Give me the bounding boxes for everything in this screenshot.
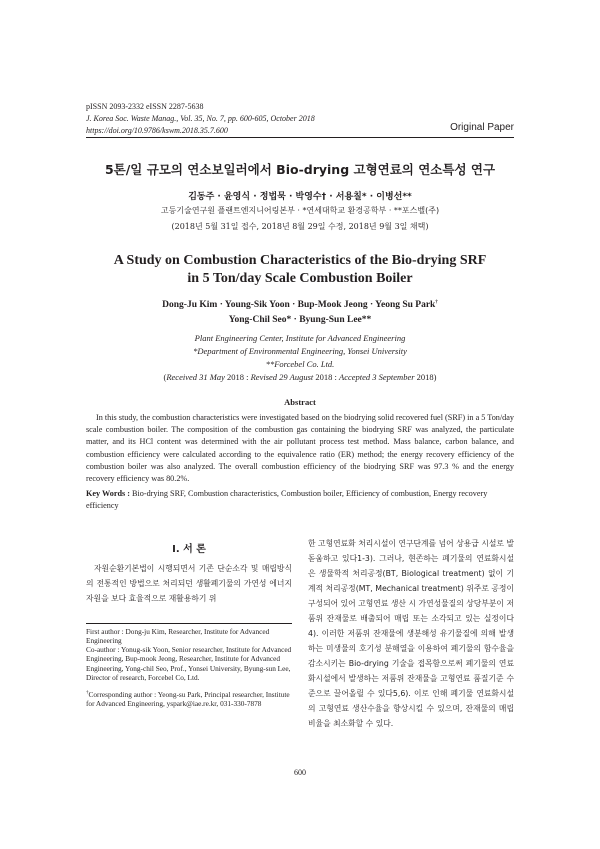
intro-paragraph-right: 한 고형연료화 처리시설이 연구단계를 넘어 상용급 시설로 발돋움하고 있다1-3). 그러나, 현존하는 폐기물의 연료화시설은 생물학적 처리공정(BT, Biological treatment) 없이 기계적 처리공정(MT, Mechanical treatment) 위주로 공정이 구성되어 있어 고형연료 생산 시 가연성물질의 상당부분이 저품위 잔재물로 배출되어 매립 또는 소각되고 있는 실정이다4). 이러한 저품위 잔재물에 생분해성 유기물질에 의해 발생하는 미생물의 호기성 분해열을 이용하여 폐기물의 함수율을 감소시키는 Bio-drying 기술을 접목함으로써 폐기물의 연료화시설에서 발생하는 저품위 잔재물을 고형연료 품질기준 수준으로 끌어올릴 수 있다5,6). 이로 인해 폐기물 연료화시설의 고형연료 생산수율을 향상시킬 수 있으며, 잔재물의 매립 비율을 최소화할 수 있다. bbox=[308, 539, 514, 728]
english-aff-3: **Forcebel Co. Ltd. bbox=[265, 359, 335, 369]
journal-citation: J. Korea Soc. Waste Manag., Vol. 35, No. 7, pp. 600-605, October 2018 bbox=[86, 114, 315, 123]
english-title bbox=[70, 252, 530, 288]
keywords-list: Bio-drying SRF, Combustion characteristics, Combustion boiler, Efficiency of combustion, Energy recovery efficiency bbox=[86, 489, 488, 511]
english-title-line1: A Study on Combustion Characteristics of the Bio-drying SRF bbox=[113, 253, 487, 268]
english-authors-line2: Yong-Chil Seo* · Byung-Sun Lee** bbox=[228, 315, 372, 325]
revised-date: Revised 29 August bbox=[250, 372, 314, 382]
footnote-rule bbox=[86, 623, 292, 624]
abstract-heading: Abstract bbox=[284, 397, 316, 407]
doi-link[interactable]: https://doi.org/10.9786/kswm.2018.35.7.600 bbox=[86, 126, 228, 135]
english-authors-line1: Dong-Ju Kim · Young-Sik Yoon · Bup-Mook Jeong · Yeong Su Park bbox=[162, 300, 436, 310]
corresponding-mark: † bbox=[435, 299, 438, 305]
accepted-date: Accepted 3 September bbox=[339, 372, 415, 382]
keywords bbox=[86, 488, 514, 512]
header-rule bbox=[86, 137, 514, 138]
issn-line: pISSN 2093-2332 eISSN 2287-5638 bbox=[86, 102, 204, 111]
journal-header bbox=[86, 101, 315, 137]
korean-affiliation: 고등기술연구원 플랜트엔지니어링본부 · *연세대학교 환경공학부 · **포스벨(주) bbox=[160, 206, 440, 215]
article-type-badge: Original Paper bbox=[450, 122, 514, 133]
english-affiliations bbox=[70, 332, 530, 371]
korean-authors: 김동주 · 윤영식 · 정법묵 · 박영수† · 서용칠* · 이병선** bbox=[188, 192, 412, 202]
keywords-label: Key Words : bbox=[86, 489, 133, 498]
abstract-text: In this study, the combustion characteristics were investigated based on the biodrying solid recovered fuel (SRF) in a 5 Ton/day scale combustion boiler. The composition of the combustion gas containing the biodrying SRF was analyzed, the particulate matter, and its HCl content was determined with the air pollutant process test method. Mass balance, carbon balance, and combustion efficiency were calculated according to the equivalence ratio (ER) method; the energy recovery efficiency of the combustion boiler was also analyzed. The overall combustion efficiency of the biodrying SRF was 97.3 % and the energy recovery efficiency was 80.2%. bbox=[86, 413, 514, 484]
received-date: Received 31 May bbox=[166, 372, 225, 382]
english-dates: (Received 31 May 2018 : Revised 29 August 2018 : Accepted 3 September 2018) bbox=[163, 372, 437, 382]
page-number: 600 bbox=[294, 768, 306, 777]
english-aff-1: Plant Engineering Center, Institute for Advanced Engineering bbox=[194, 333, 406, 343]
english-aff-2: *Department of Environmental Engineering, Yonsei University bbox=[193, 346, 407, 356]
footnote-co-author: Co-author : Yonug-sik Yoon, Senior researcher, Institute for Advanced Engineering, Bup-mook Jeong, Researcher, Institute for Advanced Engineering, Yong-chil Seo, Prof., Yonsei University, Byung-sun Lee, Director of research, Forcebel Co, Ltd. bbox=[86, 645, 292, 683]
footnote-first-author: First author : Dong-ju Kim, Researcher, Institute for Advanced Engineering bbox=[86, 627, 270, 646]
korean-dates: (2018년 5월 31일 접수, 2018년 8월 29일 수정, 2018년 9월 3일 채택) bbox=[171, 222, 429, 231]
intro-paragraph-left: 자원순환기본법이 시행되면서 기존 단순소각 및 매립방식의 전통적인 방법으로 처리되던 생활폐기물의 가연성 에너지 자원을 보다 효율적으로 재활용하기 위 bbox=[86, 564, 292, 603]
english-authors bbox=[70, 298, 530, 328]
english-title-line2: in 5 Ton/day Scale Combustion Boiler bbox=[187, 271, 413, 286]
korean-title: 5톤/일 규모의 연소보일러에서 Bio-drying 고형연료의 연소특성 연구 bbox=[104, 162, 496, 177]
footnote-corresponding: †Corresponding author : Yeong-su Park, Principal researcher, Institute for Advanced Engineering, yspark@iae.re.kr, 031-330-7878 bbox=[86, 690, 290, 709]
section-heading-introduction: I. 서 론 bbox=[172, 544, 206, 555]
